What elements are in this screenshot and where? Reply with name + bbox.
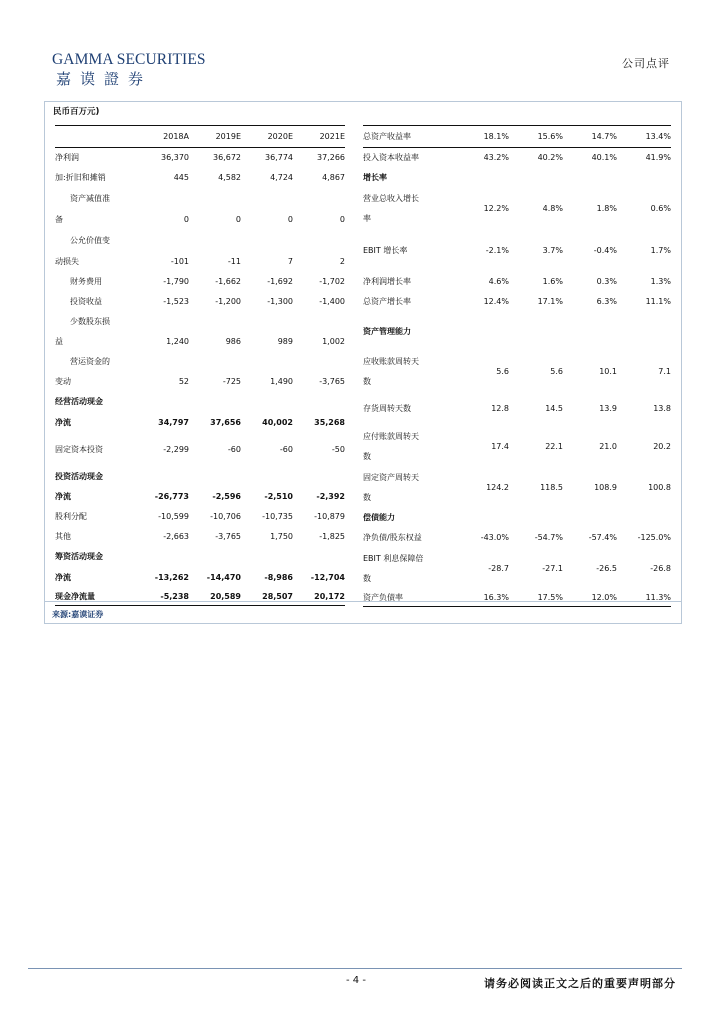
table-row: 筹资活动现金 [55, 552, 103, 561]
table-row: 资产减值准 [70, 193, 110, 203]
table-row: 益 1,240 986 989 1,002 [55, 337, 345, 346]
table-row: 应收账款周转天 数 5.6 5.6 10.1 7.1 [363, 357, 671, 386]
table-row: 加:折旧和摊销 445 4,582 4,724 4,867 [55, 173, 345, 182]
footer-disclaimer: 请务必阅读正文之后的重要声明部分 [484, 977, 676, 990]
table-row: 变动 52 -725 1,490 -3,765 [55, 377, 345, 386]
table-row: 经营活动现金 [55, 397, 103, 406]
table-row: 股利分配 -10,599 -10,706 -10,735 -10,879 [55, 512, 345, 521]
table-header-row [55, 126, 345, 148]
table-row: 存货周转天数 12.8 14.5 13.9 13.8 [363, 404, 671, 413]
section-heading-row: 偿债能力 [363, 513, 395, 522]
table-row: 净负债/股东权益 -43.0% -54.7% -57.4% -125.0% [363, 533, 671, 542]
page-number: - 4 - [346, 975, 366, 986]
section-heading-row: 资产管理能力 [363, 327, 411, 336]
company-logo-text: GAMMA SECURITIES [52, 51, 206, 68]
table-row: 营业总收入增长 率 12.2% 4.8% 1.8% 0.6% [363, 194, 671, 223]
table-row: EBIT 利息保障倍 数 -28.7 -27.1 -26.5 -26.8 [363, 553, 671, 583]
table-row: 动损失 -101 -11 7 2 [55, 256, 345, 266]
table-row: 总资产增长率 12.4% 17.1% 6.3% 11.1% [363, 297, 671, 306]
table-row: 备 0 0 0 0 [55, 214, 345, 224]
table-row: EBIT 增长率 -2.1% 3.7% -0.4% 1.7% [363, 246, 671, 255]
footer-divider [28, 968, 682, 969]
table-row: 净流 34,797 37,656 40,002 35,268 [55, 417, 345, 427]
table-row: 总资产收益率 18.1% 15.6% 14.7% 13.4% [363, 126, 671, 148]
table-row: 应付账款周转天 数 17.4 22.1 21.0 20.2 [363, 432, 671, 461]
table-row: 少数股东损 [70, 317, 110, 326]
ratio-table [363, 125, 671, 607]
table-unit: 民币百万元) [53, 107, 100, 117]
cash-flow-table [55, 125, 345, 606]
year-header: 2018A [137, 126, 189, 148]
table-row: 资产负债率 16.3% 17.5% 12.0% 11.3% [363, 589, 671, 607]
table-row: 投入资本收益率 43.2% 40.2% 40.1% 41.9% [363, 153, 671, 163]
table-row: 净流 -13,262 -14,470 -8,986 -12,704 [55, 572, 345, 582]
table-row: 净流 -26,773 -2,596 -2,510 -2,392 [55, 492, 345, 501]
year-header: 2020E [241, 126, 293, 148]
document-type: 公司点评 [622, 57, 670, 70]
table-row: 财务费用 -1,790 -1,662 -1,692 -1,702 [70, 277, 345, 286]
year-header: 2021E [293, 126, 345, 148]
table-row: 营运资金的 [70, 357, 110, 366]
section-heading-row: 增长率 [363, 173, 387, 182]
company-logo-chinese: 嘉谟證券 [56, 70, 153, 88]
table-row: 固定资产周转天 数 124.2 118.5 108.9 100.8 [363, 473, 671, 502]
year-header: 2019E [189, 126, 241, 148]
table-row: 投资活动现金 [55, 472, 103, 481]
table-row: 投资收益 -1,523 -1,200 -1,300 -1,400 [70, 297, 345, 306]
table-row: 公允价值变 [70, 235, 110, 245]
source-note: 来源:嘉谟证券 [52, 610, 104, 619]
table-row: 现金净流量 -5,238 20,589 28,507 20,172 [55, 588, 345, 606]
table-row: 固定资本投资 -2,299 -60 -60 -50 [55, 445, 345, 454]
table-row: 净利润 36,370 36,672 36,774 37,266 [55, 153, 345, 163]
source-divider [45, 601, 681, 602]
table-row: 其他 -2,663 -3,765 1,750 -1,825 [55, 532, 345, 541]
table-row: 净利润增长率 4.6% 1.6% 0.3% 1.3% [363, 277, 671, 286]
